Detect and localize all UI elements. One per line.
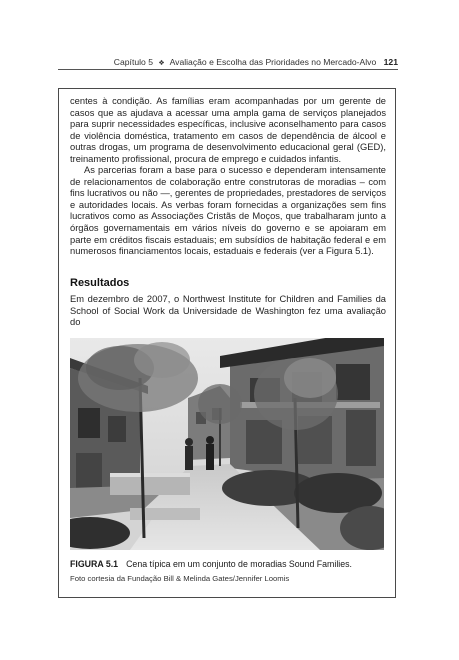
figure-caption: [70, 558, 386, 570]
page-number: 121: [383, 57, 398, 67]
diamond-separator-icon: ❖: [158, 60, 165, 67]
body-text: [70, 96, 386, 258]
paragraph-2: As parcerias foram a base para o sucesso e dependeram intensamente de relacionamentos de colaboração entre construtoras de moradias – com fins lucrativos ou não —, gerentes de propriedades, prestadores de serviços e autoridades locais. As verbas foram fornecidas a organizações sem fins lucrativos como as Associações Cristãs de Moços, que trabalharam junto a órgãos governamentais em vários níveis do governo e se apoiaram em parte em créditos fiscais estaduais; em subsídios de habitação federal e em numerosos financiamentos locais, estaduais e federais (ver a Figura 5.1).: [70, 165, 386, 257]
figure-label: FIGURA 5.1: [70, 559, 119, 569]
header-rule: [58, 69, 398, 70]
section-paragraph: Em dezembro de 2007, o Northwest Institute for Children and Families da School of Social Work da Universidade de Washington fez uma avaliação do: [70, 294, 386, 328]
paragraph-1: centes à condição. As famílias eram acompanhadas por um gerente de casos que as ajudava a acessar uma ampla gama de serviços planejados para suprir necessidades específicas, inclusive aconselhamento para casos de violência doméstica, tratamento em casos de dependência de álcool e outras drogas, um programa de desenvolvimento educacional geral (GED), treinamento profissional, procura de emprego e cuidados infantis.: [70, 96, 386, 164]
running-head: [58, 54, 398, 70]
photo-credit: Foto cortesia da Fundação Bill & Melinda Gates/Jennifer Loomis: [70, 574, 290, 583]
chapter-label: Capítulo 5: [113, 57, 153, 67]
figure-photo: [70, 338, 384, 550]
figure-caption-text: Cena típica em um conjunto de moradias Sound Families.: [126, 559, 352, 569]
chapter-title: Avaliação e Escolha das Prioridades no Mercado-Alvo: [169, 57, 377, 67]
section-heading: Resultados: [70, 277, 130, 289]
